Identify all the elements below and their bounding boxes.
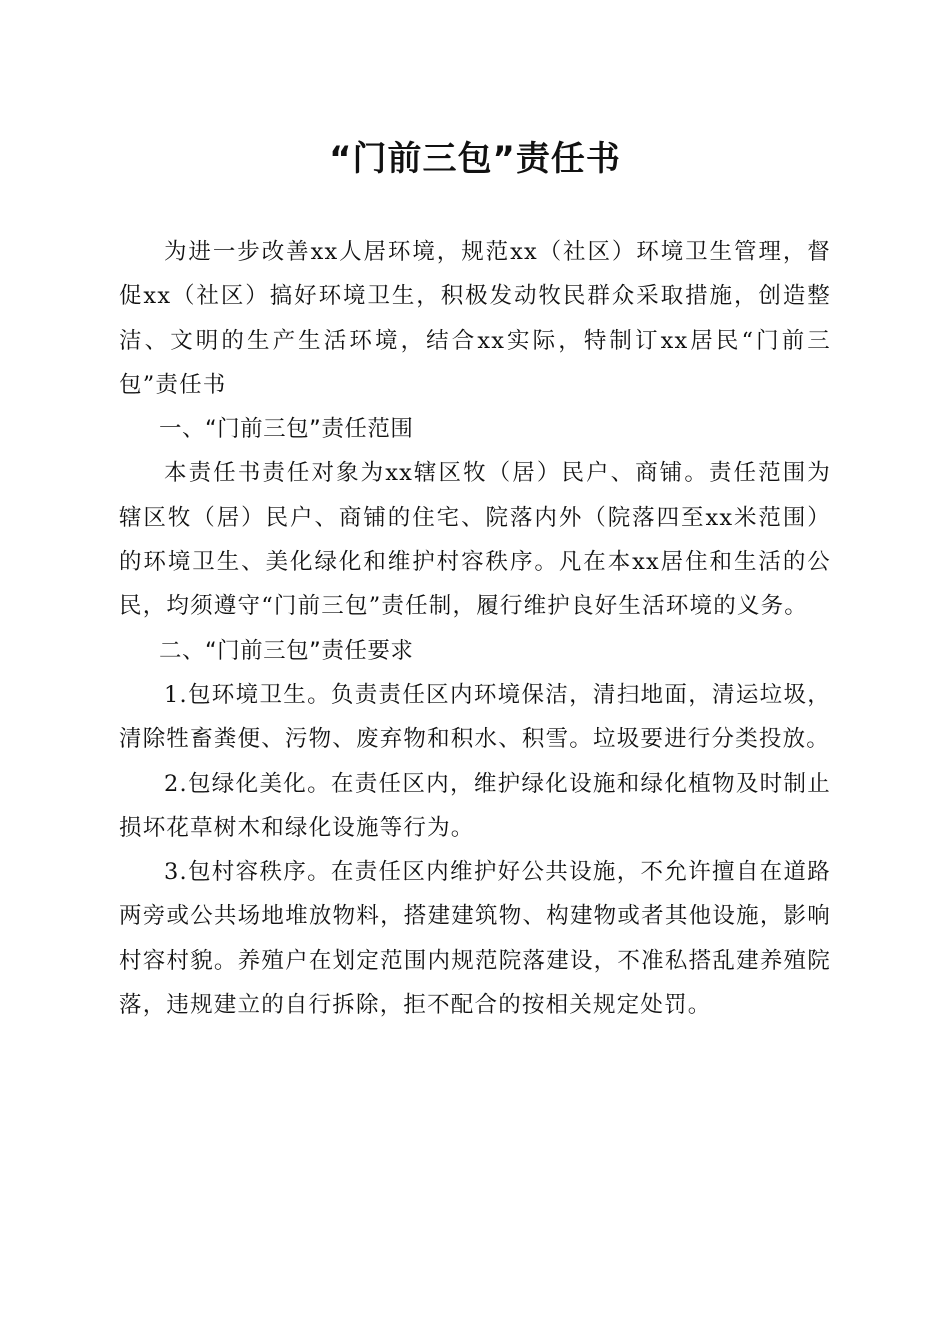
requirement-item-village-order: 3.包村容秩序。在责任区内维护好公共设施，不允许擅自在道路两旁或公共场地堆放物料，搭建建筑物、构建物或者其他设施，影响村容村貌。养殖户在划定范围内规范院落建设，不准私搭乱建养殖院落，违规建立的自行拆除，拒不配合的按相关规定处罚。 [119,859,831,1019]
requirement-item-greening: 2.包绿化美化。在责任区内，维护绿化设施和绿化植物及时制止损坏花草树木和绿化设施等行为。 [119,770,831,841]
section-heading-requirements: 二、“门前三包”责任要求 [159,637,414,664]
requirement-item-sanitation: 1.包环境卫生。负责责任区内环境保洁，清扫地面，清运垃圾，清除牲畜粪便、污物、废弃物和积水、积雪。垃圾要进行分类投放。 [119,681,831,753]
scope-paragraph: 本责任书责任对象为xx辖区牧（居）民户、商铺。责任范围为辖区牧（居）民户、商铺的住宅、院落内外（院落四至xx米范围）的环境卫生、美化绿化和维护村容秩序。凡在本xx居住和生活的公民，均须遵守“门前三包”责任制，履行维护良好生活环境的义务。 [119,460,831,620]
intro-paragraph: 为进一步改善xx人居环境，规范xx（社区）环境卫生管理，督促xx（社区）搞好环境卫生，积极发动牧民群众采取措施，创造整洁、文明的生产生活环境，结合xx实际，特制订xx居民“门前三包”责任书 [119,239,831,398]
document-title: “门前三包”责任书 [329,139,621,179]
section-heading-scope: 一、“门前三包”责任范围 [159,416,414,443]
document-body [119,230,831,1027]
